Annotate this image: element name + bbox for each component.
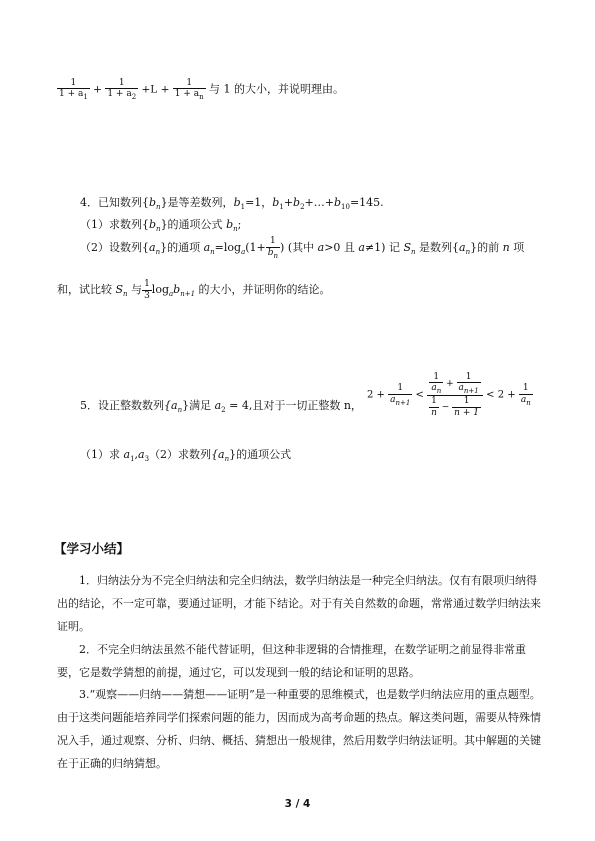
summary-heading: 【学习小结】	[54, 541, 130, 556]
fraction-1-over-n1: $\frac{1}{n + 1}$	[454, 396, 479, 418]
plus-sign: +	[93, 83, 102, 96]
q5-inequality: 2 + $\frac{1}{a_{n+1}}$ < $\frac{1}{a_n}$ + $\frac{1}{a_{n+1}}$ $\frac{1}{n}$ − $\frac{1}{n + 1}$ < 2 + $\frac{1}{a_n}$	[367, 372, 531, 418]
plus-ellipsis: +L +	[141, 83, 170, 96]
fraction-1-over-n: $\frac{1}{n}$	[431, 396, 437, 418]
fraction-1: $\frac{1}{1 + a_1}$	[59, 78, 88, 102]
q4-line3: 和，试比较 $S_n$ 与 $\frac{1}{3}$ $\log_ab_{n+1}$ 的大小，并证明你的结论。	[57, 279, 331, 301]
q3-fraction-sum	[57, 78, 344, 101]
compound-fraction: $\frac{1}{a_n}$ + $\frac{1}{a_{n+1}}$ $\frac{1}{n}$ − $\frac{1}{n + 1}$	[427, 372, 483, 418]
fraction-2: $\frac{1}{1 + a_2}$	[107, 78, 137, 102]
q5-statement: 5．设正整数数列$\{a_n\}$满足 $a_2 = 4$,且对于一切正整数 n，	[80, 399, 362, 414]
page-number: 3 / 4	[284, 798, 311, 810]
fraction-n: $\frac{1}{1 + a_n}$	[174, 78, 204, 102]
fraction-1-over-bn: $\frac{1}{b_n}$	[267, 236, 279, 260]
q5-parts: （1）求 $a_1,a_3(2)$求数列$\{a_n\}$的通项公式	[80, 448, 292, 463]
fraction-1-over-an1: $\frac{1}{a_{n+1}}$	[390, 383, 411, 407]
summary-paragraph-2: 2．不完全归纳法虽然不能代替证明，但这种非逻辑的合情推理，在数学证明之前显得非常重要，它是数学猜想的前提，通过它，可以发现到一般的结论和证明的思路。	[57, 643, 526, 679]
q4-part2: （2）设数列$\{a_n\}$的通项 $a_n=\log_a(1+$ $\frac{1}{b_n}$ ) (其中 a>0 且 a≠1) 记 $S_n$ 是数列$\{a_n\}$的前 n 项	[80, 236, 525, 260]
fraction-1-over-an: $\frac{1}{a_n}$	[431, 372, 442, 396]
summary-paragraph-1: 1．归纳法分为不完全归纳法和完全归纳法，数学归纳法是一种完全归纳法。仅有有限项归纳得出的结论，不一定可靠，要通过证明，才能下结论。对于有关自然数的命题，常常通过数学归纳法来证明。	[57, 574, 541, 633]
fraction-1-over-an-right: $\frac{1}{a_n}$	[520, 383, 531, 407]
q3-text: 与 1 的大小，并说明理由。	[208, 82, 344, 96]
q4-statement: 4．已知数列$\{b_n\}$是等差数列，$b_1=1$，$b_1+b_2+\dots+b_{10}=145$.	[80, 196, 384, 211]
summary-paragraph-3: 3.“观察——归纳——猜想——证明”是一种重要的思维模式，也是数学归纳法应用的重点题型。由于这类问题能培养同学们探索问题的能力，因而成为高考命题的热点。解这类问题，需要从特殊情况入手，通过观察、分析、归纳、概括、猜想出一般规律，然后用数学归纳法证明。其中解题的关键在于正确的归纳猜想。	[57, 688, 541, 770]
fraction-one-third: $\frac{1}{3}$	[144, 279, 150, 301]
q4-part1: （1）求数列$\{b_n\}$的通项公式 $b_n$;	[80, 218, 242, 233]
fraction-1-over-an1-b: $\frac{1}{a_{n+1}}$	[458, 372, 479, 396]
